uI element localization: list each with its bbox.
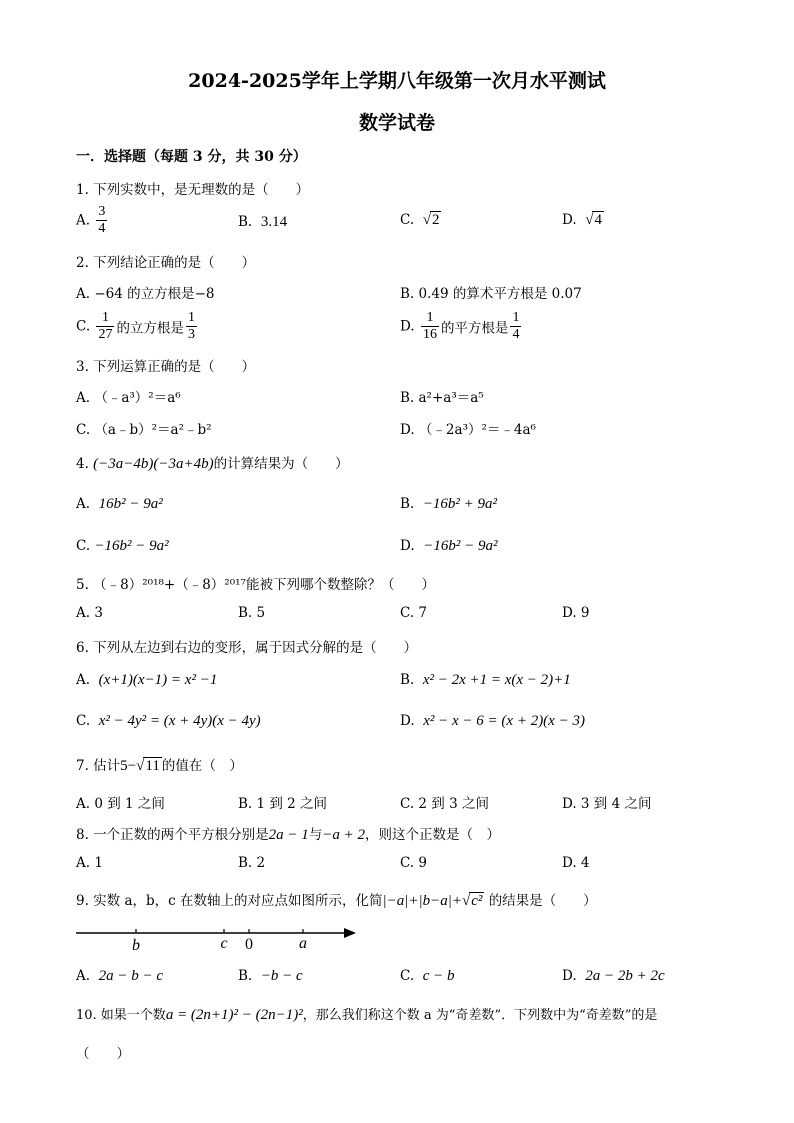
q7-option-a: A. 0 到 1 之间: [76, 796, 165, 812]
q1-stem: 1. 下列实数中，是无理数的是（ ）: [76, 182, 310, 198]
q1-option-a: A. $\frac{3}{4}$: [76, 204, 106, 236]
q3-stem: 3. 下列运算正确的是（ ）: [76, 359, 256, 375]
q5-option-d: D. 9: [562, 605, 590, 621]
q6-option-b: B. x² − 2x +1 = x(x − 2)+1: [400, 672, 571, 688]
q4-option-d: D. −16b² − 9a²: [400, 538, 498, 554]
q9-option-a: A. 2a − b − c: [76, 968, 164, 984]
q7-option-b: B. 1 到 2 之间: [238, 796, 328, 812]
q9-option-c: C. c − b: [400, 968, 455, 984]
q5-option-b: B. 5: [238, 605, 266, 621]
q3-option-d: D. （﹣2a³）²＝﹣4a⁶: [400, 422, 536, 438]
q6-option-a: A. (x+1)(x−1) = x² −1: [76, 672, 218, 688]
q8-stem: 8. 一个正数的两个平方根分别是2a − 1与−a + 2，则这个正数是（ ）: [76, 827, 501, 843]
number-line-arrow: [344, 928, 356, 938]
q2-stem: 2. 下列结论正确的是（ ）: [76, 255, 256, 271]
q8-option-d: D. 4: [562, 855, 590, 871]
q7-option-c: C. 2 到 3 之间: [400, 796, 489, 812]
q2-option-b: B. 0.49 的算术平方根是 0.07: [400, 286, 582, 302]
q10-answer-parens: （ ）: [76, 1046, 130, 1062]
q2-option-d: D. $\frac{1}{16}$ 的平方根是 $\frac{1}{4}$: [400, 310, 520, 342]
q10-stem: 10. 如果一个数a = (2n+1)² − (2n−1)²，那么我们称这个数 a 为“奇差数”．下列数中为“奇差数”的是: [76, 1007, 658, 1023]
q4-option-c: C. −16b² − 9a²: [76, 538, 169, 554]
q2-option-c: C. $\frac{1}{27}$ 的立方根是 $\frac{1}{3}$: [76, 310, 195, 342]
q3-option-b: B. a²+a³＝a⁵: [400, 390, 484, 406]
exam-title: 2024-2025学年上学期八年级第一次月水平测试: [188, 70, 606, 92]
q4-option-a: A. 16b² − 9a²: [76, 496, 163, 512]
label-b: b: [132, 937, 140, 954]
q6-option-d: D. x² − x − 6 = (x + 2)(x − 3): [400, 713, 585, 729]
q8-option-b: B. 2: [238, 855, 266, 871]
exam-subtitle: 数学试卷: [358, 112, 435, 134]
q1-option-c: C. √2: [400, 212, 440, 228]
q3-option-c: C. （a﹣b）²＝a²﹣b²: [76, 422, 212, 438]
q5-option-a: A. 3: [76, 605, 103, 621]
section-heading: 一．选择题（每题 3 分，共 30 分）: [76, 149, 307, 165]
q1-option-d: D. √4: [562, 212, 602, 228]
q3-option-a: A. （﹣a³）²＝a⁶: [76, 390, 181, 406]
q1-option-b: B. 3.14: [238, 214, 288, 230]
label-c: c: [220, 935, 228, 952]
q4-option-b: B. −16b² + 9a²: [400, 496, 498, 512]
q9-option-b: B. −b − c: [238, 968, 303, 984]
q9-option-d: D. 2a − 2b + 2c: [562, 968, 665, 984]
label-a: a: [299, 935, 307, 952]
q5-option-c: C. 7: [400, 605, 428, 621]
q6-stem: 6. 下列从左边到右边的变形，属于因式分解的是（ ）: [76, 640, 418, 656]
q4-stem: 4. (−3a−4b)(−3a+4b)的计算结果为（ ）: [76, 456, 349, 472]
number-line: [74, 920, 364, 956]
q8-option-a: A. 1: [76, 855, 103, 871]
q7-stem: 7. 估计5−√11 的值在（ ）: [76, 758, 243, 774]
label-zero: 0: [245, 936, 253, 953]
q2-option-a: A. −64 的立方根是−8: [76, 286, 215, 302]
q9-stem: 9. 实数 a，b，c 在数轴上的对应点如图所示，化简|−a|+|b−a|+√c² 的结果是（ ）: [76, 893, 597, 909]
q7-option-d: D. 3 到 4 之间: [562, 796, 652, 812]
q8-option-c: C. 9: [400, 855, 428, 871]
q5-stem: 5. （﹣8）²⁰¹⁸+（﹣8）²⁰¹⁷能被下列哪个数整除？（ ）: [76, 577, 435, 593]
q6-option-c: C. x² − 4y² = (x + 4y)(x − 4y): [76, 713, 261, 729]
